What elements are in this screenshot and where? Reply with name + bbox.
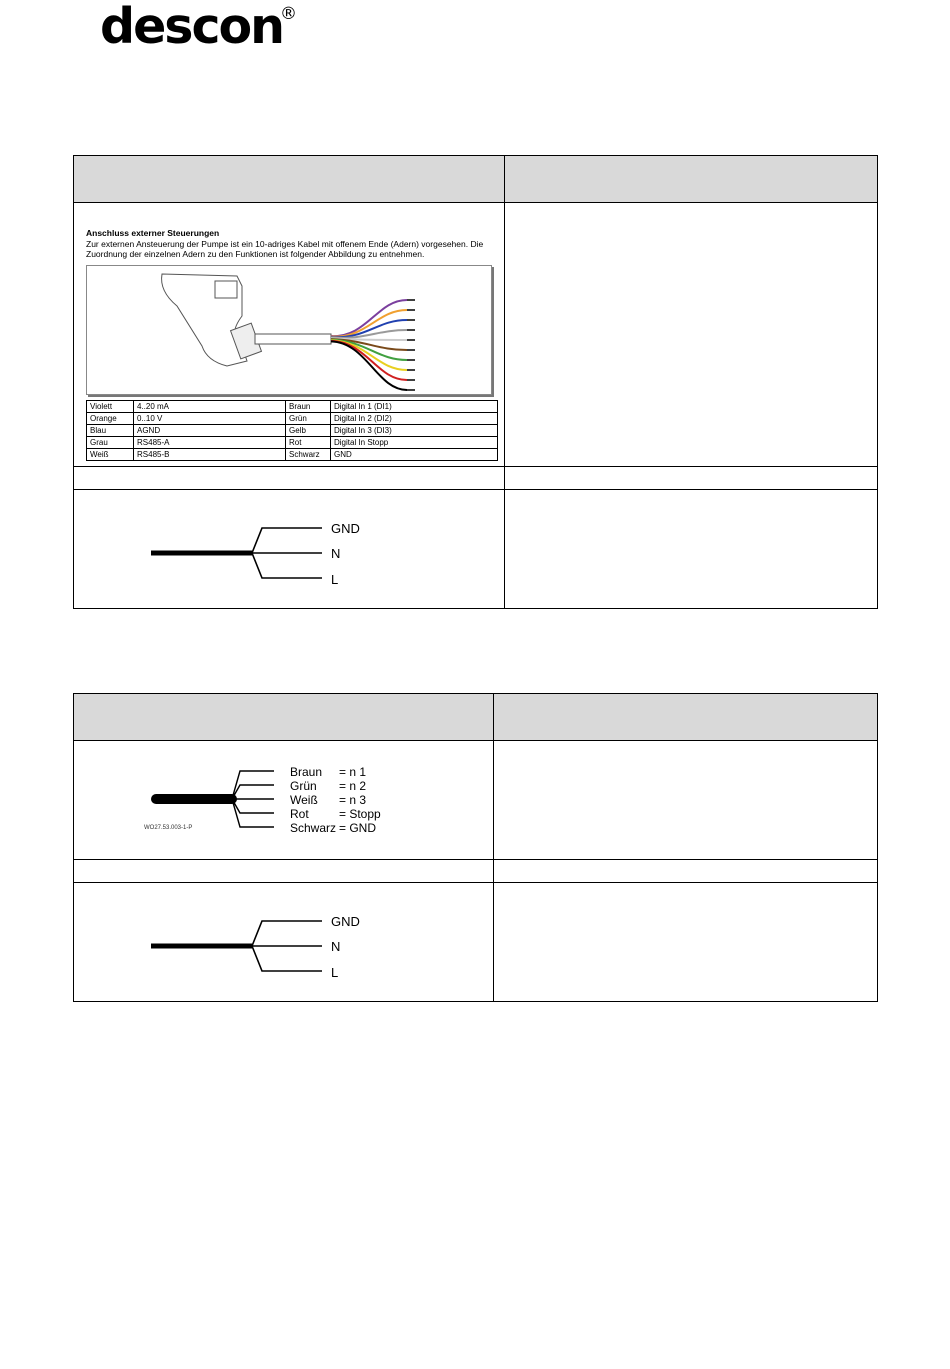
table-1: [73, 155, 878, 609]
table-1-header-left: [74, 156, 505, 203]
control-wire-name: Braun: [290, 765, 323, 779]
table-2-power-row: [74, 883, 878, 1002]
table-1-power-row: [74, 490, 878, 609]
n-label-2: N: [331, 939, 341, 954]
wire-bundle: [331, 300, 415, 390]
wire-color: Braun: [286, 401, 331, 413]
doc-title: Anschluss externer Steuerungen: [86, 228, 220, 238]
table-2: [73, 693, 878, 1002]
table-2-control-row: [74, 741, 878, 860]
doc-text: Zur externen Ansteuerung der Pumpe ist ein 10-adriges Kabel mit offenem Ende (Adern) vorgesehen. Die Zuordnung der einzelnen Adern zu den Funktionen ist folgender Abbildung zu entnehmen.: [86, 239, 484, 259]
wire-function: RS485-A: [134, 437, 286, 449]
table-1-empty-row: [74, 467, 878, 490]
wire-function: Digital In Stopp: [331, 437, 498, 449]
control-info-cell: [505, 203, 878, 467]
control-wire-name: Grün: [290, 779, 317, 793]
table-2-empty-right: [494, 860, 878, 883]
control-wire-name: Rot: [290, 807, 309, 821]
wire-function: 4..20 mA: [134, 401, 286, 413]
table-2-empty-row: [74, 860, 878, 883]
wire-row: [87, 449, 498, 461]
table-2-empty-left: [74, 860, 494, 883]
power-info-cell-2: [494, 883, 878, 1002]
control-wire-name: Schwarz: [290, 821, 337, 835]
wire-row: [87, 401, 498, 413]
wire-assignment-table: [86, 400, 498, 461]
table-1-header-right: [505, 156, 878, 203]
descon-logo: descon ®: [100, 0, 297, 55]
cable-figure: [86, 265, 492, 395]
wire-function: 0..10 V: [134, 413, 286, 425]
wire-row: [87, 425, 498, 437]
control-wire-name: Weiß: [290, 793, 318, 807]
table-2-header-left: [74, 694, 494, 741]
wire-color: Grau: [87, 437, 134, 449]
control-wire-value: = n 1: [339, 765, 367, 779]
wire-color: Schwarz: [286, 449, 331, 461]
power-cable-cell-2: [74, 883, 494, 1002]
wire-function: GND: [331, 449, 498, 461]
wire-strand: [331, 310, 407, 337]
wire-color: Weiß: [87, 449, 134, 461]
control-wire-value: = n 2: [339, 779, 367, 793]
control-cable-cell-2: [74, 741, 494, 860]
l-label-1: L: [331, 572, 339, 587]
wire-color: Gelb: [286, 425, 331, 437]
control-info-cell-2: [494, 741, 878, 860]
wire-color: Blau: [87, 425, 134, 437]
power-cable-cell-1: [74, 490, 505, 609]
gnd-label-1: GND: [331, 521, 360, 536]
control-cable-cell: [74, 203, 505, 467]
power-info-cell-1: [505, 490, 878, 609]
table-2-header-right: [494, 694, 878, 741]
l-label-2: L: [331, 965, 339, 980]
wire-strand: [331, 341, 407, 380]
wire-color: Rot: [286, 437, 331, 449]
control-wire-value: = GND: [339, 821, 377, 835]
control-wire-value: = Stopp: [339, 807, 381, 821]
wire-function: AGND: [134, 425, 286, 437]
control-wire-labels: [290, 765, 381, 835]
table-1-control-row: [74, 203, 878, 467]
wire-function: Digital In 1 (DI1): [331, 401, 498, 413]
control-wire-value: = n 3: [339, 793, 367, 807]
table-2-header: [74, 694, 878, 741]
wire-color: Violett: [87, 401, 134, 413]
gnd-label-2: GND: [331, 914, 360, 929]
table-1-empty-right: [505, 467, 878, 490]
table-1-header: [74, 156, 878, 203]
wire-row: [87, 437, 498, 449]
wire-color: Grün: [286, 413, 331, 425]
power-cable-diagram-2: [74, 883, 493, 996]
control-cable-diagram-2: [74, 741, 493, 854]
wire-row: [87, 413, 498, 425]
n-label-1: N: [331, 546, 341, 561]
pump-cable-drawing: [87, 266, 491, 394]
table-1-empty-left: [74, 467, 505, 490]
drawing-code: WO27.53.003-1-P: [144, 825, 193, 831]
wire-function: Digital In 2 (DI2): [331, 413, 498, 425]
power-cable-diagram-1: [74, 490, 504, 603]
wire-color: Orange: [87, 413, 134, 425]
wire-function: Digital In 3 (DI3): [331, 425, 498, 437]
wire-function: RS485-B: [134, 449, 286, 461]
